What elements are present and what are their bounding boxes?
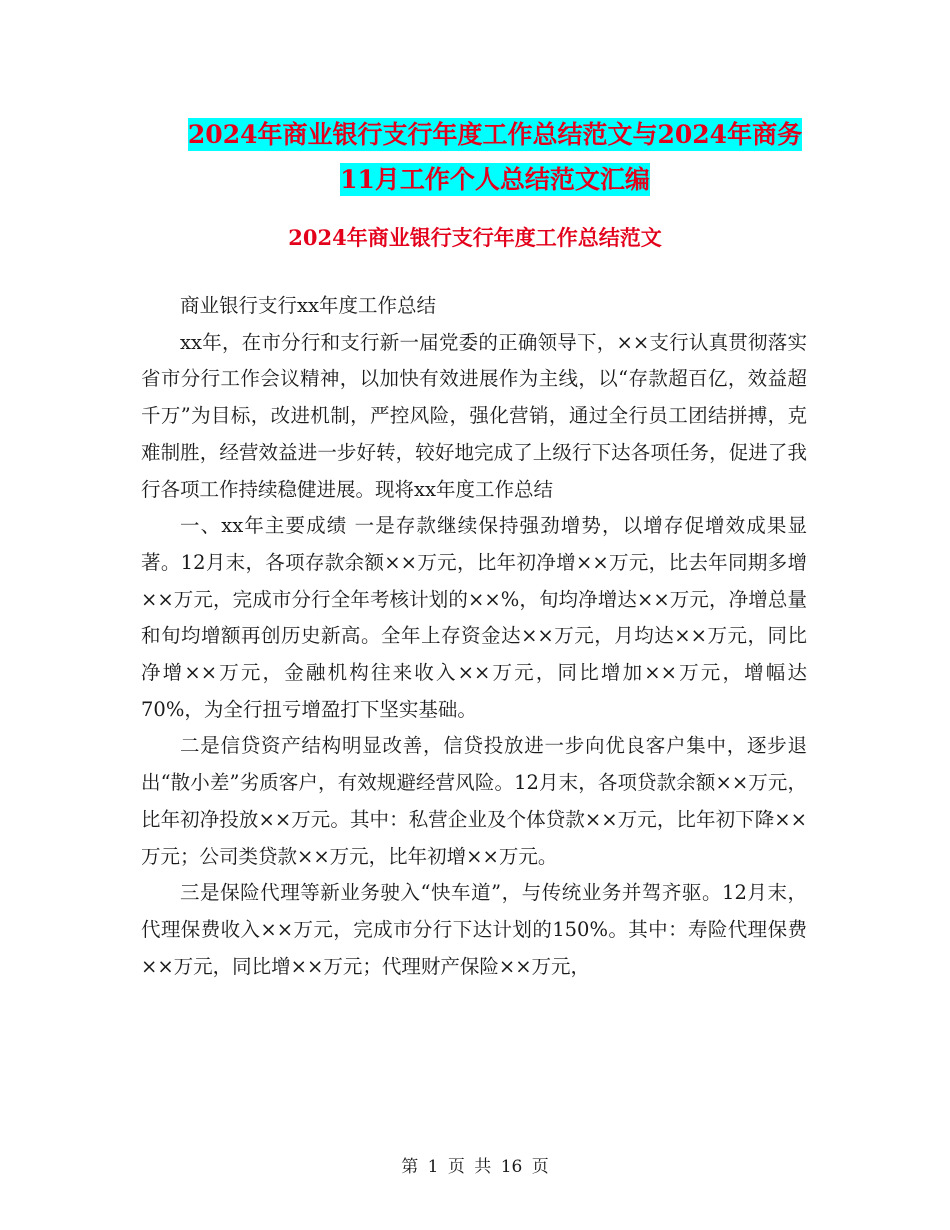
paragraph: 二是信贷资产结构明显改善，信贷投放进一步向优良客户集中，逐步退出“散小差”劣质客户，有效规避经营风险。12月末，各项贷款余额××万元，比年初净投放××万元。其中：私营企业及个体贷款××万元，比年初下降××万元；公司类贷款××万元，比年初增××万元。 (141, 734, 807, 868)
document-title-line-2: 11月工作个人总结范文汇编 (340, 165, 650, 194)
document-title (120, 112, 870, 202)
document-title-line-1: 2024年商业银行支行年度工作总结范文与2024年商务 (187, 120, 803, 149)
page-number-footer: 第 1 页 共 16 页 (401, 1157, 549, 1177)
paragraph: 一、xx年主要成绩 一是存款继续保持强劲增势，以增存促增效成果显著。12月末，各项存款余额××万元，比年初净增××万元，比去年同期多增××万元，完成市分行全年考核计划的××%，旬均净增达××万元，净增总量和旬均增额再创历史新高。全年上存资金达××万元，月均达××万元，同比净增××万元，金融机构往来收入××万元，同比增加××万元，增幅达70%，为全行扭亏增盈打下坚实基础。 (141, 514, 807, 721)
section-title: 2024年商业银行支行年度工作总结范文 (288, 225, 662, 250)
paragraph: 商业银行支行xx年度工作总结 (180, 294, 436, 317)
paragraph: xx年，在市分行和支行新一届党委的正确领导下，××支行认真贯彻落实省市分行工作会议精神，以加快有效进展作为主线，以“存款超百亿，效益超千万”为目标，改进机制，严控风险，强化营销，通过全行员工团结拼搏，克难制胜，经营效益进一步好转，较好地完成了上级行下达各项任务，促进了我行各项工作持续稳健进展。现将xx年度工作总结 (141, 330, 807, 501)
document-body (141, 288, 807, 985)
paragraph: 三是保险代理等新业务驶入“快车道”，与传统业务并驾齐驱。12月末，代理保费收入××万元，完成市分行下达计划的150%。其中：寿险代理保费××万元，同比增××万元；代理财产保险××万元， (141, 881, 807, 978)
